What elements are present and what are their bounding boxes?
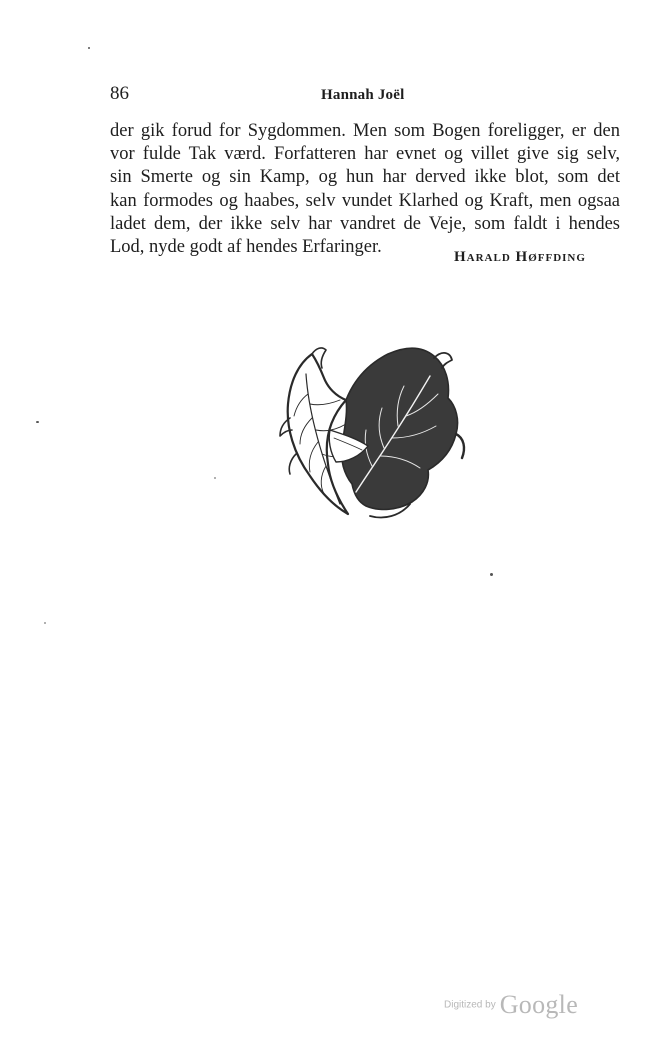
- body-paragraph: [110, 120, 620, 259]
- page-speck: [490, 573, 493, 576]
- text-line: kan formodes og haabes, selv vundet Klarhed og Kraft, men ogsaa: [110, 190, 620, 211]
- text-line: ladet dem, der ikke selv har vandret de Veje, som faldt i hendes: [110, 213, 620, 234]
- page-speck: [214, 477, 216, 479]
- running-title: Hannah Joël: [321, 87, 405, 103]
- watermark-prefix: Digitized by: [444, 999, 496, 1011]
- digitization-watermark: [444, 990, 578, 1020]
- author-signature: Harald Høffding: [454, 249, 586, 265]
- page-number: 86: [110, 83, 129, 104]
- page-speck: [36, 421, 39, 423]
- curled-leaf-vignette-icon: [250, 334, 470, 524]
- page-speck: [88, 47, 90, 49]
- page-speck: [44, 622, 46, 624]
- text-line: Lod, nyde godt af hendes Erfaringer.: [110, 237, 382, 258]
- text-line: sin Smerte og sin Kamp, og hun har derved ikke blot, som det: [110, 167, 620, 188]
- watermark-brand: Google: [499, 990, 579, 1019]
- text-line: vor fulde Tak værd. Forfatteren har evnet og villet give sig selv,: [110, 144, 620, 165]
- text-line: der gik forud for Sygdommen. Men som Bogen foreligger, er den: [110, 121, 620, 141]
